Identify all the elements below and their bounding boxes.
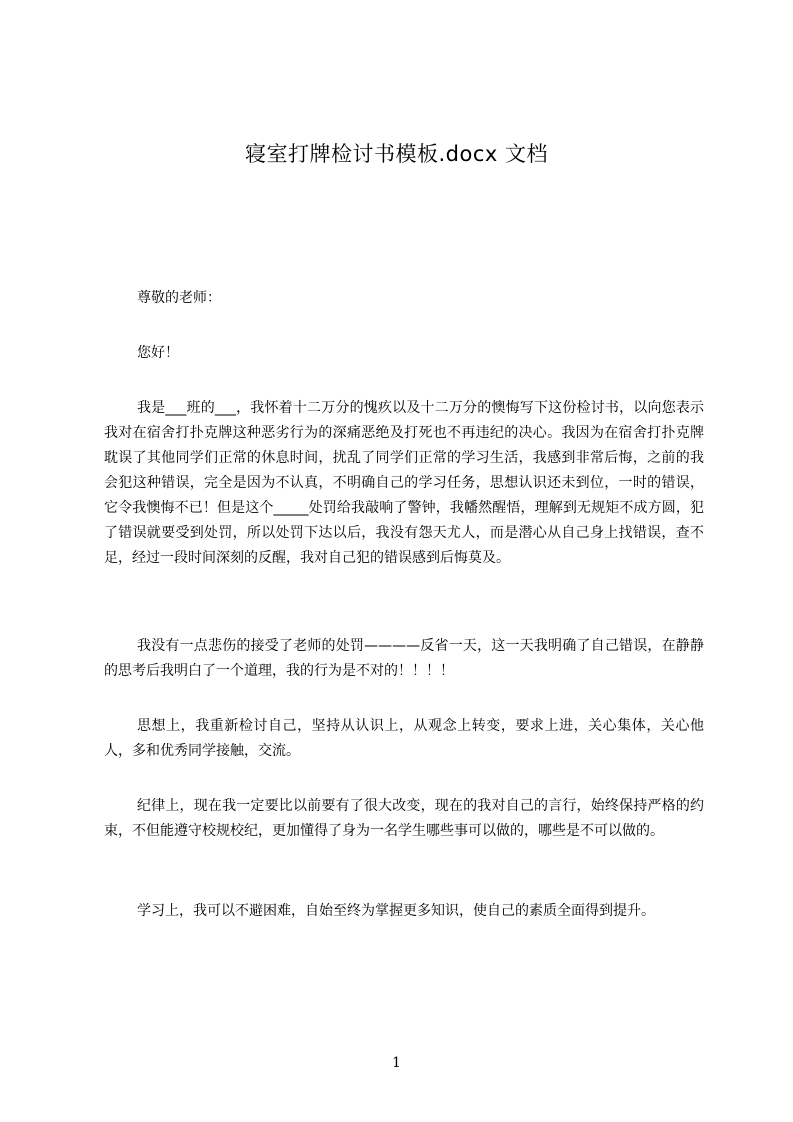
paragraph-4: 纪律上，现在我一定要比以前要有了很大改变，现在的我对自己的言行，始终保持严格的约束，不但能遵守校规校纪，更加懂得了身为一名学生哪些事可以做的，哪些是不可以做的。 (104, 798, 704, 839)
paragraph-3: 思想上，我重新检讨自己，坚持从认识上，从观念上转变，要求上进，关心集体，关心他人，多和优秀同学接触，交流。 (104, 718, 704, 759)
page-number: 1 (392, 1055, 401, 1071)
paragraph-5: 学习上，我可以不避困难，自始至终为掌握更多知识，使自己的素质全面得到提升。 (137, 903, 655, 919)
document-title: 寝室打牌检讨书模板.docx 文档 (244, 142, 548, 166)
greeting: 您好！ (137, 345, 179, 361)
paragraph-2: 我没有一点悲伤的接受了老师的处罚————反省一天，这一天我明确了自己错误，在静静的思考后我明白了一个道理，我的行为是不对的！！！！ (104, 638, 704, 679)
paragraph-1: 我是___班的___，我怀着十二万分的愧疚以及十二万分的懊悔写下这份检讨书，以向您表示我对在宿舍打扑克牌这种恶劣行为的深痛恶绝及打死也不再违纪的决心。我因为在宿舍打扑克牌耽误了其他同学们正常的休息时间，扰乱了同学们正常的学习生活，我感到非常后悔，之前的我会犯这种错误，完全是因为不认真，不明确自己的学习任务，思想认识还未到位，一时的错误，它令我懊悔不已！但是这个_____处罚给我敲响了警钟，我幡然醒悟，理解到无规矩不成方圆，犯了错误就要受到处罚，所以处罚下达以后，我没有怨天尤人，而是潜心从自己身上找错误，查不足，经过一段时间深刻的反醒，我对自己犯的错误感到后悔莫及。 (104, 400, 704, 566)
salutation: 尊敬的老师： (137, 290, 221, 306)
